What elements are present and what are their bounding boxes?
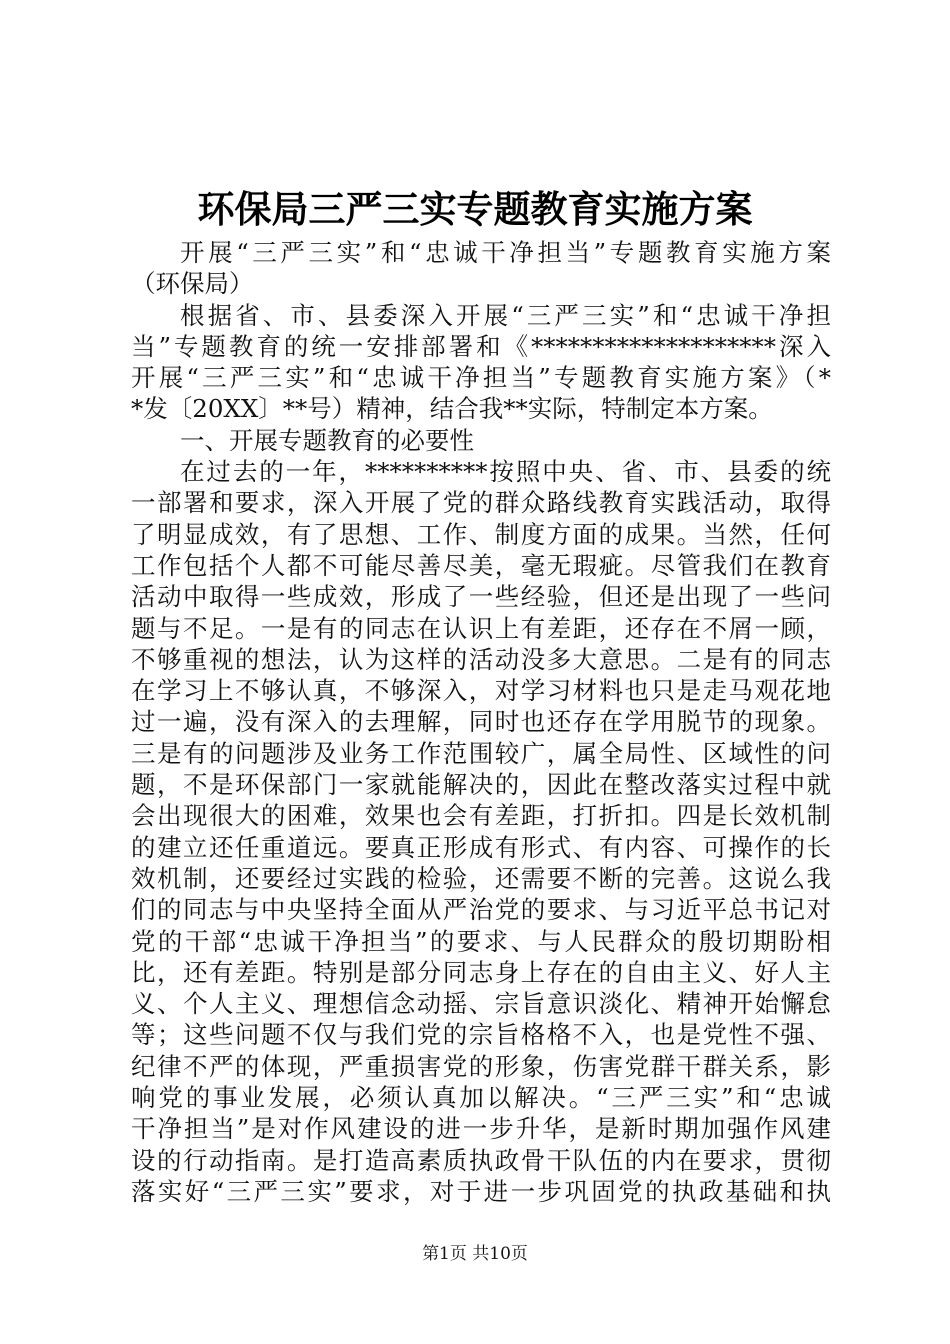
- body-line: 一部署和要求，深入开展了党的群众路线教育实践活动，取得: [131, 488, 831, 518]
- body-line: 根据省、市、县委深入开展“三严三实”和“忠诚干净担: [180, 300, 831, 330]
- page-footer: 第1页 共10页: [422, 1244, 528, 1264]
- body-line: 活动中取得一些成效，形成了一些经验，但还是出现了一些问: [131, 582, 831, 612]
- body-line: 一、开展专题教育的必要性: [180, 425, 474, 455]
- body-line: 效机制，还要经过实践的检验，还需要不断的完善。这说么我: [131, 863, 831, 893]
- body-line: 义、个人主义、理想信念动摇、宗旨意识淡化、精神开始懈怠: [131, 989, 831, 1019]
- body-line: 设的行动指南。是打造高素质执政骨干队伍的内在要求，贯彻: [131, 1145, 831, 1175]
- body-line: 了明显成效，有了思想、工作、制度方面的成果。当然，任何: [131, 519, 831, 549]
- body-line: 在学习上不够认真，不够深入，对学习材料也只是走马观花地: [131, 676, 831, 706]
- body-line: 三是有的问题涉及业务工作范围较广，属全局性、区域性的问: [131, 738, 831, 768]
- body-line: 题，不是环保部门一家就能解决的，因此在整改落实过程中就: [131, 770, 831, 800]
- body-line: 纪律不严的体现，严重损害党的形象，伤害党群干群关系，影: [131, 1051, 831, 1081]
- document-body: [131, 237, 831, 1207]
- body-line: 比，还有差距。特别是部分同志身上存在的自由主义、好人主: [131, 957, 831, 987]
- body-line: 会出现很大的困难，效果也会有差距，打折扣。四是长效机制: [131, 801, 831, 831]
- body-line: 当”专题教育的统一安排部署和《********************深入: [131, 331, 831, 361]
- body-line: *发〔20XX〕**号）精神，结合我**实际，特制定本方案。: [131, 394, 773, 424]
- body-line: 开展“三严三实”和“忠诚干净担当”专题教育实施方案: [180, 238, 831, 267]
- body-line: 党的干部“忠诚干净担当”的要求、与人民群众的殷切期盼相: [131, 926, 831, 956]
- body-line: 开展“三严三实”和“忠诚干净担当”专题教育实施方案》（*: [131, 363, 831, 393]
- body-line: 不够重视的想法，认为这样的活动没多大意思。二是有的同志: [131, 644, 831, 674]
- body-line: 题与不足。一是有的同志在认识上有差距，还存在不屑一顾，: [131, 613, 831, 643]
- body-line: 响党的事业发展，必须认真加以解决。“三严三实”和“忠诚: [131, 1083, 831, 1113]
- document-title: 环保局三严三实专题教育实施方案: [197, 187, 753, 231]
- body-line: 工作包括个人都不可能尽善尽美，毫无瑕疵。尽管我们在教育: [131, 550, 831, 580]
- body-line: 在过去的一年，**********按照中央、省、市、县委的统: [180, 457, 831, 487]
- body-line: 的建立还任重道远。要真正形成有形式、有内容、可操作的长: [131, 832, 831, 862]
- body-line: （环保局）: [131, 269, 254, 299]
- body-line: 落实好“三严三实”要求，对于进一步巩固党的执政基础和执: [131, 1176, 831, 1206]
- body-line: 过一遍，没有深入的去理解，同时也还存在学用脱节的现象。: [131, 707, 831, 737]
- body-line: 等；这些问题不仅与我们党的宗旨格格不入，也是党性不强、: [131, 1020, 831, 1050]
- body-line: 干净担当”是对作风建设的进一步升华，是新时期加强作风建: [131, 1114, 831, 1144]
- body-line: 们的同志与中央坚持全面从严治党的要求、与习近平总书记对: [131, 895, 831, 925]
